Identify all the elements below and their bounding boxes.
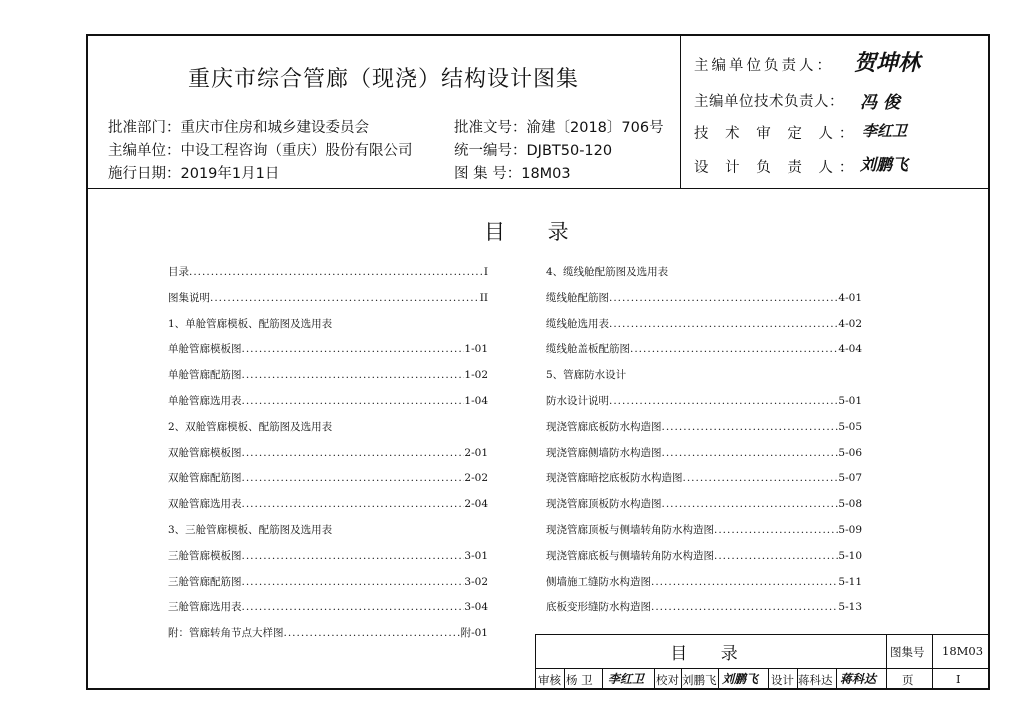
toc-entry-page: 附-01 [460,627,488,640]
editor-unit-head-label: 主编单位负责人： [694,58,834,74]
signature-2: 冯 俊 [860,93,900,113]
toc-section-heading: 1、单舱管廊模板、配筋图及选用表 [168,317,333,330]
toc-entry-label: 双舱管廊配筋图 [168,472,242,485]
toc-entry-label: 防水设计说明 [546,395,609,407]
toc-entry[interactable] [546,599,862,614]
tech-head-label: 主编单位技术负责人： [694,94,844,110]
toc-entry-label: 缆线舱盖板配筋图 [546,343,630,356]
toc-entry[interactable] [546,419,862,434]
tech-reviewer-label: 技 术 审 定 人： [694,126,860,142]
checker-signature: 刘鹏飞 [722,672,759,686]
atlas-no-value: 18M03 [942,644,984,658]
signature-1: 贺坤林 [854,50,921,76]
review-label: 审核 [538,673,561,687]
toc-entry-label: 双舱管廊模板图 [168,446,242,459]
design-lead-label: 设 计 负 责 人： [694,160,860,176]
toc-entry-page: 1-02 [464,369,488,382]
toc-entry-page: 5-05 [838,420,862,433]
toc-entry-label: 单舱管廊选用表 [168,395,242,407]
toc-leader-dots [242,343,465,355]
toc-entry[interactable] [546,496,862,511]
toc-entry-label: 侧墙施工缝防水构造图 [546,575,651,588]
unified-number: 统一编号：DJBT50-120 [454,143,613,159]
toc-entry-label: 现浇管廊侧墙防水构造图 [546,446,662,459]
toc-leader-dots [210,292,480,304]
toc-leader-dots [630,343,838,355]
toc-leader-dots [242,601,465,613]
toc-entry[interactable] [168,445,488,460]
toc-entry-label: 现浇管廊顶板与侧墙转角防水构造图 [546,524,714,536]
approval-dept: 批准部门：重庆市住房和城乡建设委员会 [108,120,369,136]
toc-entry-page: 4-02 [838,317,862,330]
toc-entry-page: 5-13 [838,601,862,614]
toc-entry-label: 单舱管廊配筋图 [168,369,242,382]
toc-entry-page: 5-11 [838,575,862,588]
toc-leader-dots [651,601,838,613]
toc-entry-page: 3-02 [464,575,488,588]
toc-leader-dots [189,266,484,278]
toc-entry-page: 2-02 [464,472,488,485]
toc-leader-dots [714,550,838,562]
toc-entry-label: 缆线舱选用表 [546,317,609,330]
toc-entry-page: 5-09 [838,524,862,536]
toc-leader-dots [609,318,838,330]
toc-entry-label: 图集说明 [168,291,210,304]
toc-entry-label: 现浇管廊底板防水构造图 [546,420,662,433]
toc-entry-page: 4-01 [838,291,862,304]
toc-entry-label: 底板变形缝防水构造图 [546,601,651,614]
atlas-no-label: 图集号 [890,645,925,659]
toc-entry[interactable] [168,599,488,614]
toc-leader-dots [662,447,839,459]
toc-entry-label: 现浇管廊顶板防水构造图 [546,498,662,511]
approval-number: 批准文号：渝建〔2018〕706号 [454,120,664,136]
toc-leader-dots [662,421,839,433]
toc-leader-dots [242,498,465,510]
toc-entry-label: 三舱管廊选用表 [168,601,242,614]
toc-entry[interactable] [546,522,862,537]
toc-entry-label: 三舱管廊配筋图 [168,575,242,588]
toc-entry[interactable] [546,290,862,305]
page-label: 页 [902,673,914,687]
toc-leader-dots [714,524,838,536]
toc-entry-page: 2-01 [464,446,488,459]
toc-section-heading: 2、双舱管廊模板、配筋图及选用表 [168,420,333,433]
toc-entry-page: I [483,266,488,278]
toc-entry-page: 5-10 [838,549,862,562]
toc-entry[interactable] [546,316,862,331]
toc-entry[interactable] [168,341,488,356]
toc-section-heading: 5、管廊防水设计 [546,369,627,382]
toc-entry[interactable] [168,290,488,305]
toc-section-heading: 4、缆线舱配筋图及选用表 [546,266,669,278]
checker-name: 刘鹏飞 [682,673,717,687]
effective-date: 施行日期：2019年1月1日 [108,166,280,182]
toc-leader-dots [683,472,839,484]
toc-entry-label: 三舱管廊模板图 [168,549,242,562]
toc-leader-dots [242,395,465,407]
toc-entry-label: 附：管廊转角节点大样图 [168,627,284,640]
toc-leader-dots [662,498,839,510]
signature-3: 李红卫 [862,122,908,140]
toc-entry-page: 4-04 [838,343,862,356]
atlas-title: 重庆市综合管廊（现浇）结构设计图集 [188,67,580,92]
toc-entry[interactable] [168,393,488,408]
toc-entry[interactable] [546,393,862,408]
toc-entry[interactable] [546,574,862,589]
toc-entry-page: 3-04 [464,601,488,614]
toc-entry[interactable] [546,341,862,356]
toc-entry[interactable] [168,496,488,511]
toc-entry-label: 双舱管廊选用表 [168,498,242,511]
reviewer-name: 杨 卫 [566,673,593,687]
toc-leader-dots [242,472,465,484]
toc-entry-page: 2-04 [464,498,488,511]
toc-leader-dots [609,292,838,304]
toc-entry-page: 5-06 [838,446,862,459]
toc-entry-page: 5-08 [838,498,862,511]
toc-entry[interactable] [168,625,488,640]
toc-entry-page: 5-07 [838,472,862,485]
toc-entry-page: II [479,291,488,304]
toc-entry-page: 1-01 [464,343,488,356]
drawing-frame [86,34,990,690]
design-label: 设计 [771,673,794,687]
toc-entry-page: 3-01 [464,549,488,562]
editor-unit: 主编单位：中设工程咨询（重庆）股份有限公司 [108,143,413,159]
toc-section-heading: 3、三舱管廊模板、配筋图及选用表 [168,524,333,536]
atlas-number: 图 集 号：18M03 [454,166,571,182]
toc-entry[interactable] [168,470,488,485]
toc-entry-label: 缆线舱配筋图 [546,291,609,304]
toc-entry[interactable] [546,470,862,485]
toc-entry[interactable] [546,445,862,460]
toc-entry-page: 5-01 [838,395,862,407]
designer-name: 蒋科达 [798,673,833,687]
toc-entry-label: 单舱管廊模板图 [168,343,242,356]
title-block-title: 目 录 [536,635,887,668]
header-left [88,36,681,188]
header-block [88,36,988,189]
page-value: I [956,672,961,686]
toc-entry-label: 现浇管廊暗挖底板防水构造图 [546,472,683,485]
designer-signature: 蒋科达 [840,672,877,686]
toc-entry-page: 1-04 [464,395,488,407]
toc-leader-dots [284,627,461,639]
toc-leader-dots [242,369,465,381]
toc-leader-dots [651,576,838,588]
toc-entry-label: 现浇管廊底板与侧墙转角防水构造图 [546,549,714,562]
toc-title: 目 录 [484,220,587,244]
toc-leader-dots [242,576,465,588]
signature-4: 刘鹏飞 [860,155,909,174]
toc-entry-label: 目录 [168,266,189,278]
toc-entry[interactable] [168,264,488,279]
toc-entry[interactable] [168,574,488,589]
check-label: 校对 [656,673,679,687]
toc-entry[interactable] [168,548,488,563]
toc-leader-dots [242,550,465,562]
toc-entry[interactable] [168,367,488,382]
toc-leader-dots [242,447,465,459]
title-block [535,634,989,689]
reviewer-signature: 李红卫 [608,672,645,686]
toc-entry[interactable] [546,548,862,563]
toc-leader-dots [609,395,838,407]
